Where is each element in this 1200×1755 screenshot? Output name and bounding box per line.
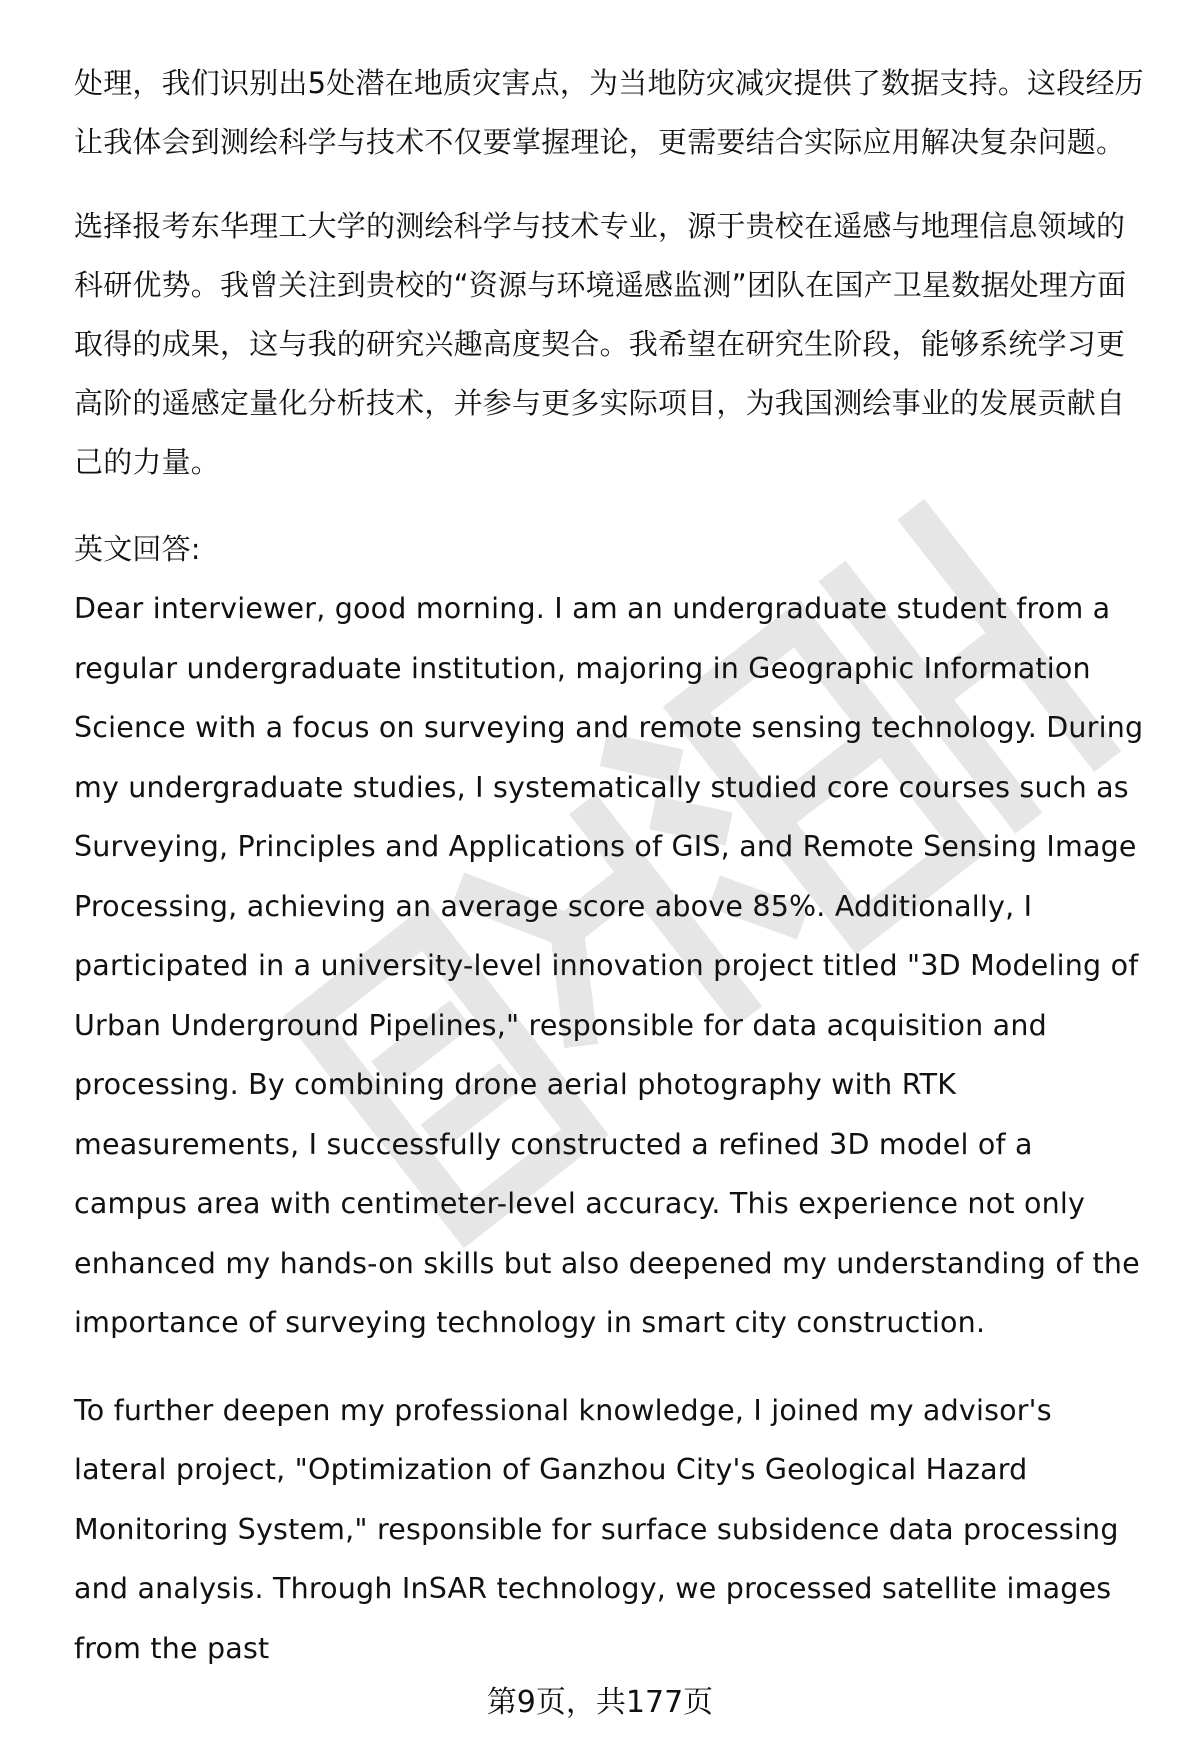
paragraph-english-1: Dear interviewer, good morning. I am an undergraduate student from a regular undergraduate institution, majoring in Geographic Information Science with a focus on surveying and remote sensing technology. During my undergraduate studies, I systematically studied core courses such as Surveying, Principles and Applications of GIS, and Remote Sensing Image Processing, achieving an average score above 85%. Additionally, I participated in a university-level innovation project titled "3D Modeling of Urban Underground Pipelines," responsible for data acquisition and processing. By combining drone aerial photography with RTK measurements, I successfully constructed a refined 3D model of a campus area with centimeter-level accuracy. This experience not only enhanced my hands-on skills but also deepened my understanding of the importance of surveying technology in smart city construction. [74, 592, 1144, 1339]
paragraph-chinese-2: 选择报考东华理工大学的测绘科学与技术专业，源于贵校在遥感与地理信息领域的科研优势。我曾关注到贵校的“资源与环境遥感监测”团队在国产卫星数据处理方面取得的成果，这与我的研究兴趣高度契合。我希望在研究生阶段，能够系统学习更高阶的遥感定量化分析技术，并参与更多实际项目，为我国测绘事业的发展贡献自己的力量。 [74, 209, 1127, 479]
section-label-english-answer: 英文回答: [74, 532, 201, 566]
paragraph-chinese-1: 处理，我们识别出5处潜在地质灾害点，为当地防灾减灾提供了数据支持。这段经历让我体会到测绘科学与技术不仅要掌握理论，更需要结合实际应用解决复杂问题。 [74, 66, 1144, 159]
paragraph-english-2: To further deepen my professional knowledge, I joined my advisor's lateral project, "Optimization of Ganzhou City's Geological Hazard Monitoring System," responsible for surface subsidence data processing and analysis. Through InSAR technology, we processed satellite images from the past [74, 1393, 1119, 1665]
document-body [74, 54, 1144, 1678]
page-number-footer: 第9页，共177页 [486, 1685, 714, 1720]
